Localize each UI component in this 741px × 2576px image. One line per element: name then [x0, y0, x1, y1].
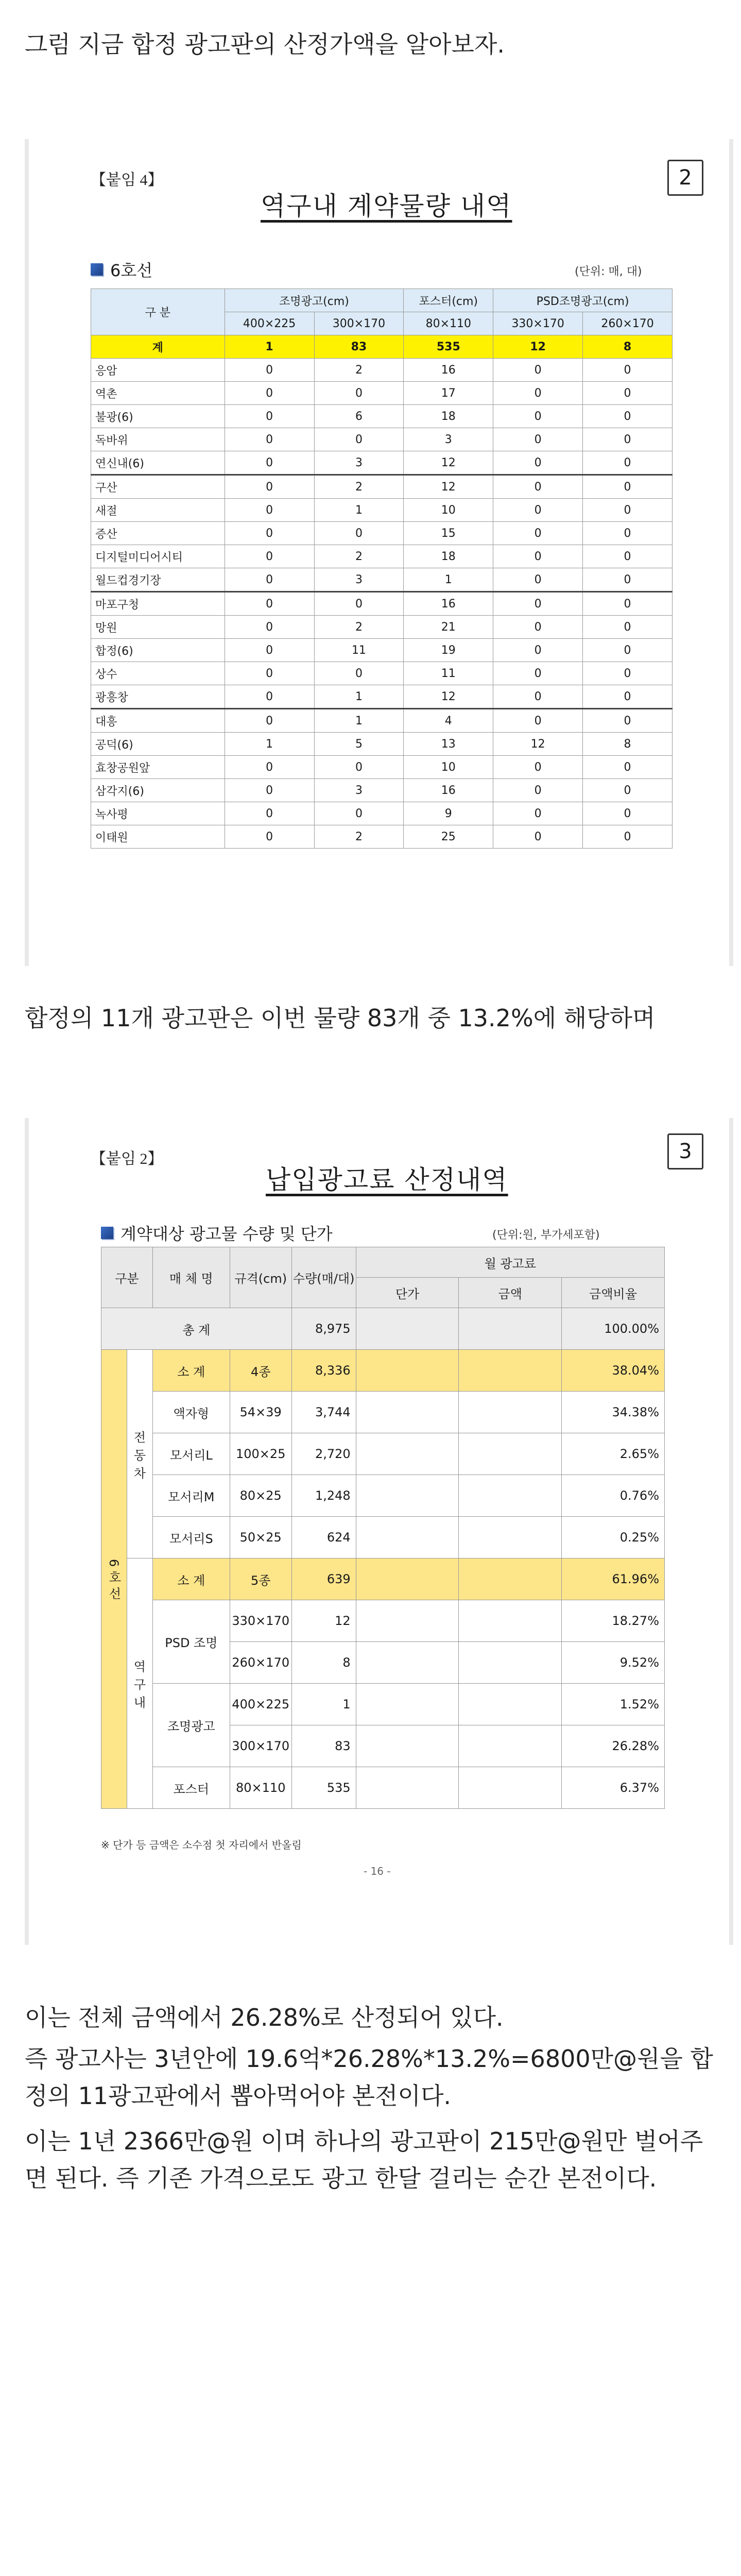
quantity-cell: 0: [583, 359, 673, 382]
total-cell: 12: [493, 335, 583, 359]
quantity-cell: 0: [493, 428, 583, 451]
station-name: 새절: [91, 499, 225, 522]
quantity-cell: 16: [404, 592, 493, 616]
quantity-cell: 18: [404, 405, 493, 428]
station-subtotal-row: [101, 1558, 665, 1600]
quantity-cell: 0: [225, 639, 314, 662]
station-name: 삼각지(6): [91, 779, 225, 802]
qty-cell: 1: [291, 1684, 356, 1725]
quantity-cell: 0: [493, 825, 583, 849]
header-monthly-fee: 월 광고료: [356, 1247, 664, 1278]
table-row: [101, 1475, 665, 1517]
quantity-cell: 0: [225, 359, 314, 382]
station-name: 공덕(6): [91, 733, 225, 756]
quantity-cell: 0: [225, 499, 314, 522]
quantity-cell: 15: [404, 522, 493, 545]
unit-note: (단위:원, 부가세포함): [492, 1229, 600, 1242]
subtotal-ratio: 61.96%: [562, 1558, 665, 1600]
ratio-cell: 1.52%: [562, 1684, 665, 1725]
spec-cell: 54×39: [230, 1392, 291, 1433]
station-name: 디지털미디어시티: [91, 545, 225, 568]
table-row: [101, 1600, 665, 1642]
table-row: [101, 1517, 665, 1558]
quantity-cell: 8: [583, 733, 673, 756]
quantity-cell: 11: [404, 662, 493, 685]
quantity-cell: 1: [314, 709, 404, 733]
quantity-cell: 0: [314, 756, 404, 779]
quantity-cell: 0: [225, 709, 314, 733]
station-name: 녹사평: [91, 802, 225, 825]
quantity-cell: 0: [583, 545, 673, 568]
train-subtotal-row: [101, 1350, 665, 1392]
quantity-cell: 0: [583, 451, 673, 475]
media-cell: 모서리L: [152, 1433, 230, 1475]
quantity-cell: 0: [493, 499, 583, 522]
document-title: 역구내 계약물량 내역: [261, 191, 512, 221]
station-rows: [91, 359, 673, 849]
quantity-cell: 13: [404, 733, 493, 756]
section-title: [91, 258, 152, 281]
table-row: [91, 756, 673, 779]
quantity-cell: 4: [404, 709, 493, 733]
quantity-cell: 3: [314, 451, 404, 475]
quantity-cell: 6: [314, 405, 404, 428]
total-cell: 1: [225, 335, 314, 359]
quantity-cell: 10: [404, 756, 493, 779]
header-spec: 규격(cm): [230, 1247, 291, 1308]
attachment-4-document: [25, 139, 733, 966]
ratio-text: 합정의 11개 광고판은 이번 물량 83개 중 13.2%에 해당하며: [25, 1004, 656, 1032]
psd-label: PSD 조명: [152, 1600, 230, 1684]
quantity-cell: 16: [404, 359, 493, 382]
page-number-badge: 3: [667, 1133, 703, 1170]
attachment-2-document: [25, 1118, 733, 1945]
header-media: 매 체 명: [152, 1247, 230, 1308]
attachment-label: 【붙임 2】: [91, 1150, 163, 1167]
grand-total-qty: 8,975: [291, 1308, 356, 1350]
footnote: ※ 단가 등 금액은 소수점 첫 자리에서 반올림: [101, 1839, 302, 1851]
section-title: [101, 1221, 333, 1245]
quantity-cell: 0: [493, 756, 583, 779]
line-label: 6 호 선: [101, 1350, 127, 1809]
quantity-cell: 0: [493, 545, 583, 568]
subtotal-qty: 8,336: [291, 1350, 356, 1392]
table-row: [101, 1433, 665, 1475]
grand-total-row: [101, 1308, 665, 1350]
quantity-cell: 12: [404, 451, 493, 475]
quantity-cell: 0: [583, 405, 673, 428]
quantity-cell: 10: [404, 499, 493, 522]
train-group-label: 전 동 차: [127, 1350, 152, 1558]
quantity-cell: 0: [314, 428, 404, 451]
quantity-cell: 0: [225, 592, 314, 616]
quantity-cell: 1: [225, 733, 314, 756]
qty-cell: 1,248: [291, 1475, 356, 1517]
station-name: 역촌: [91, 382, 225, 405]
quantity-cell: 0: [493, 522, 583, 545]
station-name: 광흥창: [91, 685, 225, 709]
quantity-cell: 16: [404, 779, 493, 802]
table-row: [101, 1392, 665, 1433]
quantity-cell: 0: [225, 382, 314, 405]
quantity-cell: 1: [314, 499, 404, 522]
quantity-cell: 11: [314, 639, 404, 662]
table-row: [91, 522, 673, 545]
quantity-cell: 0: [493, 568, 583, 592]
section-title-text: 계약대상 광고물 수량 및 단가: [120, 1224, 333, 1244]
quantity-cell: 0: [493, 405, 583, 428]
station-name: 효창공원앞: [91, 756, 225, 779]
contract-quantity-table: [91, 289, 673, 849]
table-row: [91, 616, 673, 639]
table-row: [91, 685, 673, 709]
unit-note: (단위: 매, 대): [575, 265, 642, 278]
quantity-cell: 0: [314, 592, 404, 616]
quantity-cell: 0: [583, 428, 673, 451]
spec-cell: 260×170: [230, 1642, 291, 1684]
blue-square-icon: [91, 263, 103, 276]
qty-cell: 535: [291, 1767, 356, 1809]
quantity-cell: 0: [583, 592, 673, 616]
station-name: 마포구청: [91, 592, 225, 616]
media-cell: 액자형: [152, 1392, 230, 1433]
table-row: [91, 709, 673, 733]
station-name: 대흥: [91, 709, 225, 733]
ratio-cell: 9.52%: [562, 1642, 665, 1684]
total-cell: 535: [404, 335, 493, 359]
header-size: 330×170: [493, 312, 583, 335]
quantity-cell: 0: [225, 685, 314, 709]
quantity-cell: 0: [493, 475, 583, 499]
quantity-cell: 0: [314, 662, 404, 685]
table-row: [91, 802, 673, 825]
subtotal-ratio: 38.04%: [562, 1350, 665, 1392]
spec-cell: 80×110: [230, 1767, 291, 1809]
quantity-cell: 0: [225, 522, 314, 545]
document-title: 납입광고료 산정내역: [266, 1165, 508, 1195]
spec-cell: 100×25: [230, 1433, 291, 1475]
quantity-cell: 0: [314, 802, 404, 825]
quantity-cell: 0: [225, 428, 314, 451]
station-name: 연신내(6): [91, 451, 225, 475]
subtotal-spec: 4종: [230, 1350, 291, 1392]
quantity-cell: 25: [404, 825, 493, 849]
section-title-text: 6호선: [110, 261, 153, 280]
quantity-cell: 0: [493, 709, 583, 733]
media-cell: 모서리S: [152, 1517, 230, 1558]
quantity-cell: 0: [493, 616, 583, 639]
quantity-cell: 0: [225, 662, 314, 685]
table-row: [91, 662, 673, 685]
quantity-cell: 0: [493, 592, 583, 616]
header-unit-price: 단가: [356, 1278, 459, 1308]
station-name: 상수: [91, 662, 225, 685]
quantity-cell: 19: [404, 639, 493, 662]
qty-cell: 3,744: [291, 1392, 356, 1433]
quantity-cell: 5: [314, 733, 404, 756]
total-label: 계: [91, 335, 225, 359]
total-cell: 8: [583, 335, 673, 359]
quantity-cell: 0: [583, 825, 673, 849]
quantity-cell: 0: [493, 639, 583, 662]
header-ratio: 금액비율: [562, 1278, 665, 1308]
spec-cell: 300×170: [230, 1725, 291, 1767]
quantity-cell: 0: [493, 382, 583, 405]
quantity-cell: 0: [225, 756, 314, 779]
station-name: 월드컵경기장: [91, 568, 225, 592]
quantity-cell: 12: [493, 733, 583, 756]
ratio-cell: 34.38%: [562, 1392, 665, 1433]
intro-text: 그럼 지금 합정 광고판의 산정가액을 알아보자.: [25, 30, 505, 58]
quantity-cell: 0: [314, 382, 404, 405]
quantity-cell: 0: [583, 756, 673, 779]
quantity-cell: 0: [583, 522, 673, 545]
quantity-cell: 0: [225, 475, 314, 499]
quantity-cell: 3: [314, 568, 404, 592]
subtotal-qty: 639: [291, 1558, 356, 1600]
table-row: [91, 825, 673, 849]
header-amount: 금액: [459, 1278, 562, 1308]
quantity-cell: 0: [493, 802, 583, 825]
quantity-cell: 2: [314, 825, 404, 849]
quantity-cell: 17: [404, 382, 493, 405]
quantity-cell: 3: [404, 428, 493, 451]
quantity-cell: 0: [493, 662, 583, 685]
quantity-cell: 0: [583, 475, 673, 499]
quantity-cell: 0: [583, 616, 673, 639]
quantity-cell: 0: [583, 709, 673, 733]
table-row: [91, 499, 673, 522]
header-gubun: 구분: [101, 1247, 153, 1308]
table-row: [91, 428, 673, 451]
header-qty: 수량(매/대): [291, 1247, 356, 1308]
ratio-cell: 0.76%: [562, 1475, 665, 1517]
ratio-cell: 6.37%: [562, 1767, 665, 1809]
station-name: 증산: [91, 522, 225, 545]
quantity-cell: 0: [493, 451, 583, 475]
header-size: 260×170: [583, 312, 673, 335]
quantity-cell: 0: [583, 568, 673, 592]
quantity-cell: 2: [314, 475, 404, 499]
quantity-cell: 0: [583, 499, 673, 522]
subtotal-label: 소 계: [152, 1558, 230, 1600]
quantity-cell: 2: [314, 616, 404, 639]
quantity-cell: 0: [493, 779, 583, 802]
quantity-cell: 0: [583, 639, 673, 662]
table-row: [91, 545, 673, 568]
media-cell: 포스터: [152, 1767, 230, 1809]
calc-text-3: 이는 1년 2366만@원 이며 하나의 광고판이 215만@원만 벌어주면 된다. 즉 기존 가격으로도 광고 한달 걸리는 순간 본전이다.: [25, 2127, 703, 2192]
table-row: [91, 592, 673, 616]
quantity-cell: 0: [225, 802, 314, 825]
table-row: [91, 475, 673, 499]
table-row: [101, 1684, 665, 1725]
quantity-cell: 0: [225, 825, 314, 849]
qty-cell: 8: [291, 1642, 356, 1684]
page-number-badge: 2: [667, 160, 703, 196]
station-name: 이태원: [91, 825, 225, 849]
qty-cell: 2,720: [291, 1433, 356, 1475]
ad-fee-table: [101, 1247, 665, 1809]
quantity-cell: 0: [583, 779, 673, 802]
station-name: 불광(6): [91, 405, 225, 428]
quantity-cell: 2: [314, 545, 404, 568]
quantity-cell: 0: [225, 545, 314, 568]
table-row: [91, 779, 673, 802]
page-footer: - 16 -: [364, 1865, 391, 1877]
quantity-cell: 0: [583, 382, 673, 405]
lighting-label: 조명광고: [152, 1684, 230, 1767]
header-gubun: 구 분: [91, 289, 225, 335]
header-size: 300×170: [314, 312, 404, 335]
qty-cell: 12: [291, 1600, 356, 1642]
quantity-cell: 0: [493, 685, 583, 709]
table-row: [91, 568, 673, 592]
quantity-cell: 12: [404, 685, 493, 709]
quantity-cell: 9: [404, 802, 493, 825]
quantity-cell: 0: [583, 802, 673, 825]
media-cell: 모서리M: [152, 1475, 230, 1517]
header-poster: 포스터(cm): [404, 289, 493, 312]
header-size: 400×225: [225, 312, 314, 335]
subtotal-spec: 5종: [230, 1558, 291, 1600]
quantity-cell: 0: [225, 568, 314, 592]
header-lighting-ad: 조명광고(cm): [225, 289, 404, 312]
grand-total-ratio: 100.00%: [562, 1308, 665, 1350]
attachment-label: 【붙임 4】: [91, 172, 163, 189]
quantity-cell: 0: [225, 779, 314, 802]
quantity-cell: 21: [404, 616, 493, 639]
spec-cell: 330×170: [230, 1600, 291, 1642]
quantity-cell: 0: [225, 405, 314, 428]
qty-cell: 624: [291, 1517, 356, 1558]
header-psd-lighting: PSD조명광고(cm): [493, 289, 673, 312]
header-size: 80×110: [404, 312, 493, 335]
total-cell: 83: [314, 335, 404, 359]
station-name: 합정(6): [91, 639, 225, 662]
table-row: [91, 405, 673, 428]
table-row: [91, 451, 673, 475]
quantity-cell: 0: [314, 522, 404, 545]
spec-cell: 80×25: [230, 1475, 291, 1517]
quantity-cell: 18: [404, 545, 493, 568]
quantity-cell: 0: [225, 616, 314, 639]
ratio-cell: 2.65%: [562, 1433, 665, 1475]
table-row: [91, 639, 673, 662]
spec-cell: 50×25: [230, 1517, 291, 1558]
total-row: [91, 335, 673, 359]
quantity-cell: 0: [493, 359, 583, 382]
ratio-cell: 0.25%: [562, 1517, 665, 1558]
qty-cell: 83: [291, 1725, 356, 1767]
quantity-cell: 1: [404, 568, 493, 592]
quantity-cell: 0: [583, 662, 673, 685]
station-name: 망원: [91, 616, 225, 639]
subtotal-label: 소 계: [152, 1350, 230, 1392]
quantity-cell: 12: [404, 475, 493, 499]
quantity-cell: 3: [314, 779, 404, 802]
ratio-cell: 26.28%: [562, 1725, 665, 1767]
table-row: [91, 382, 673, 405]
quantity-cell: 1: [314, 685, 404, 709]
quantity-cell: 0: [225, 451, 314, 475]
calc-text-2: 즉 광고사는 3년안에 19.6억*26.28%*13.2%=6800만@원을 합정의 11광고판에서 뽑아먹어야 본전이다.: [25, 2045, 713, 2110]
blue-square-icon: [101, 1227, 113, 1239]
grand-total-label: 총 계: [101, 1308, 292, 1350]
table-row: [91, 733, 673, 756]
calc-text-1: 이는 전체 금액에서 26.28%로 산정되어 있다.: [25, 2004, 504, 2031]
spec-cell: 400×225: [230, 1684, 291, 1725]
station-name: 독바위: [91, 428, 225, 451]
quantity-cell: 2: [314, 359, 404, 382]
station-group-label: 역 구 내: [127, 1558, 152, 1809]
ratio-cell: 18.27%: [562, 1600, 665, 1642]
quantity-cell: 0: [583, 685, 673, 709]
table-row: [101, 1767, 665, 1809]
station-name: 구산: [91, 475, 225, 499]
station-name: 응암: [91, 359, 225, 382]
table-row: [91, 359, 673, 382]
